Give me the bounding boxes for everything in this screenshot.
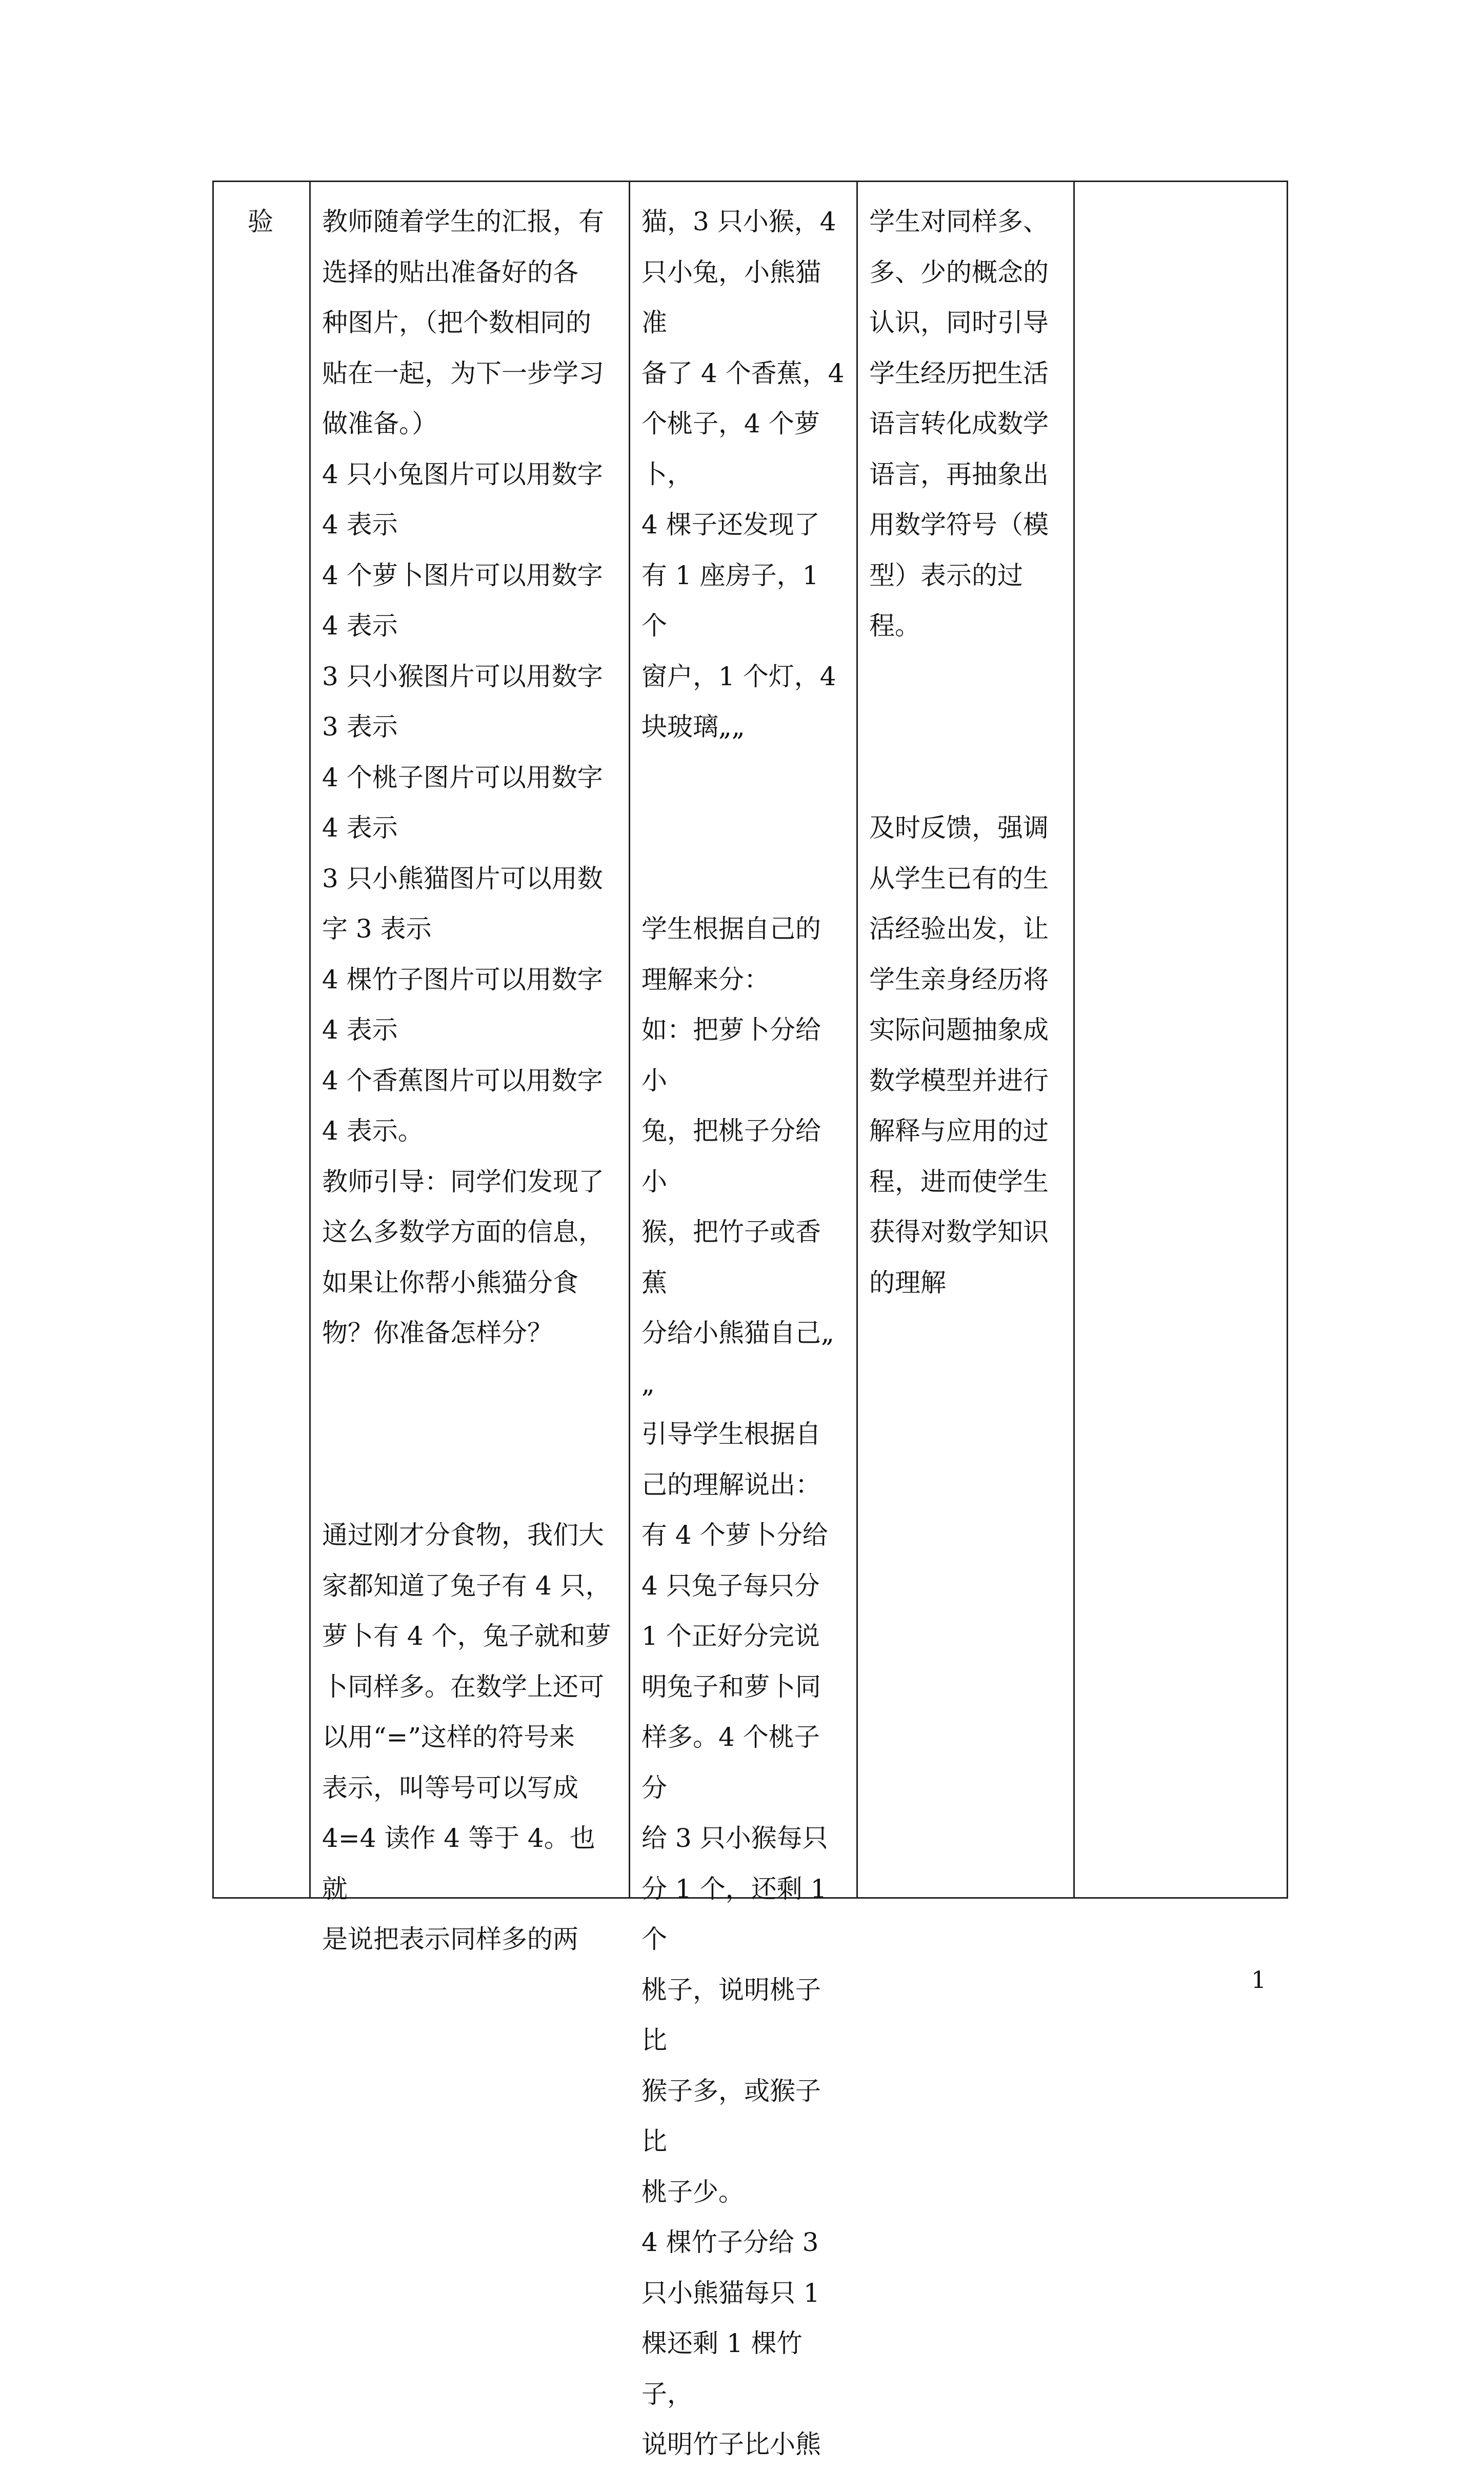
text-line: „ bbox=[641, 1368, 655, 1399]
text-line: 以用“=”这样的符号来 bbox=[322, 1722, 575, 1752]
text-line: 猴子多，或猴子比 bbox=[641, 2076, 821, 2156]
text-line: 物？你准备怎样分？ bbox=[322, 1318, 553, 1348]
text-line: 4=4 读作 4 等于 4。也就 bbox=[322, 1823, 595, 1904]
text-line: 4 表示。 bbox=[322, 1116, 424, 1146]
text-line: 解释与应用的过 bbox=[869, 1116, 1049, 1146]
stage-label-lines bbox=[248, 196, 298, 247]
spacer bbox=[322, 1359, 617, 1409]
spacer bbox=[641, 853, 845, 904]
text-line: 只小兔，小熊猫准 bbox=[641, 257, 821, 337]
page-number: 1 bbox=[1251, 1966, 1267, 1994]
text-line: 实际问题抽象成 bbox=[869, 1015, 1049, 1045]
spacer bbox=[869, 702, 1062, 752]
text-line: 这么多数学方面的信息， bbox=[322, 1217, 604, 1247]
text-line: 获得对数学知识 bbox=[869, 1217, 1049, 1247]
text-line: 学生对同样多、 bbox=[869, 207, 1049, 236]
text-line: 4 棵子还发现了 bbox=[641, 510, 820, 540]
text-line: 块玻璃„„ bbox=[641, 712, 745, 742]
design-intent-cell bbox=[858, 182, 1073, 1897]
spacer bbox=[869, 752, 1062, 803]
text-line: 学生经历把生活 bbox=[869, 358, 1049, 388]
text-line: 1 个正好分完说 bbox=[641, 1621, 820, 1651]
design-intent-block-2 bbox=[869, 803, 1062, 1308]
text-line: 贴在一起，为下一步学习 bbox=[322, 358, 604, 388]
text-line: 多、少的概念的 bbox=[869, 257, 1049, 287]
student-activity-block-1 bbox=[641, 196, 845, 752]
design-intent-block-1 bbox=[869, 196, 1062, 651]
text-line: 给 3 只小猴每只 bbox=[641, 1823, 828, 1853]
text-line: 有 4 个萝卜分给 bbox=[641, 1520, 828, 1550]
text-line: 表示，叫等号可以写成 bbox=[322, 1772, 578, 1803]
text-line: 备了 4 个香蕉，4 bbox=[641, 358, 845, 388]
text-line: 分给小熊猫自己„ bbox=[641, 1318, 834, 1348]
text-line: 4 表示 bbox=[322, 510, 398, 540]
text-line: 4 表示 bbox=[322, 611, 398, 641]
text-line: 用数学符号（模 bbox=[869, 510, 1049, 540]
text-line: 教师引导：同学们发现了 bbox=[322, 1166, 604, 1197]
text-line: 4 棵竹子图片可以用数字 bbox=[322, 964, 603, 994]
text-line: 做准备。） bbox=[322, 409, 437, 439]
text-line: 分 1 个，还剩 1 个 bbox=[641, 1874, 835, 1954]
student-activity-block-2 bbox=[641, 904, 845, 2470]
text-line: 有 1 座房子，1 个 bbox=[641, 560, 827, 641]
text-line: 卜同样多。在数学上还可 bbox=[322, 1671, 604, 1702]
spacer bbox=[322, 1409, 617, 1460]
text-line: 从学生已有的生 bbox=[869, 863, 1049, 893]
text-line: 兔，把桃子分给小 bbox=[641, 1116, 821, 1197]
text-line: 及时反馈，强调 bbox=[869, 813, 1049, 843]
text-line: 3 只小熊猫图片可以用数 bbox=[322, 863, 603, 893]
spacer bbox=[641, 752, 845, 803]
text-line: 通过刚才分食物，我们大 bbox=[322, 1520, 604, 1550]
text-line: 己的理解说出： bbox=[641, 1469, 821, 1500]
text-line: 语言转化成数学 bbox=[869, 409, 1049, 439]
text-line: 字 3 表示 bbox=[322, 914, 432, 944]
text-line: 学生根据自己的 bbox=[641, 914, 821, 944]
text-line: 猫，3 只小猴，4 bbox=[641, 207, 836, 236]
stage-cell bbox=[214, 182, 309, 1897]
text-line: 语言，再抽象出 bbox=[869, 459, 1049, 489]
text-line: 棵还剩 1 棵竹子， bbox=[641, 2328, 803, 2409]
text-line: 引导学生根据自 bbox=[641, 1419, 821, 1449]
text-line: 4 只兔子每只分 bbox=[641, 1570, 820, 1601]
text-line: 窗户，1 个灯，4 bbox=[641, 661, 836, 691]
text-line: 种图片，（把个数相同的 bbox=[322, 308, 591, 337]
text-line: 的理解 bbox=[869, 1267, 946, 1298]
spacer bbox=[322, 1460, 617, 1510]
spacer bbox=[869, 651, 1062, 702]
text-line: 验 bbox=[248, 207, 273, 236]
text-line: 4 棵竹子分给 3 bbox=[641, 2227, 819, 2257]
notes-cell bbox=[1075, 182, 1287, 1897]
text-line: 如：把萝卜分给小 bbox=[641, 1015, 821, 1095]
teacher-activity-block-2 bbox=[322, 1510, 617, 1965]
text-line: 个桃子，4 个萝卜， bbox=[641, 409, 820, 489]
text-line: 桃子，说明桃子比 bbox=[641, 1975, 821, 2055]
teacher-activity-block-1 bbox=[322, 196, 617, 1359]
text-line: 明兔子和萝卜同 bbox=[641, 1671, 821, 1702]
text-line: 教师随着学生的汇报，有 bbox=[322, 207, 604, 236]
spacer bbox=[641, 803, 845, 853]
text-line: 活经验出发，让 bbox=[869, 914, 1049, 944]
student-activity-cell bbox=[630, 182, 856, 2459]
text-line: 4 个桃子图片可以用数字 bbox=[322, 762, 603, 792]
text-line: 认识，同时引导 bbox=[869, 308, 1049, 337]
text-line: 数学模型并进行 bbox=[869, 1065, 1049, 1095]
text-line: 学生亲身经历将 bbox=[869, 964, 1049, 994]
teacher-activity-cell bbox=[311, 182, 629, 1954]
text-line: 4 表示 bbox=[322, 813, 398, 843]
text-line: 只小熊猫每只 1 bbox=[641, 2278, 820, 2308]
text-line: 理解来分： bbox=[641, 964, 770, 994]
text-line: 4 个萝卜图片可以用数字 bbox=[322, 560, 603, 590]
text-line: 如果让你帮小熊猫分食 bbox=[322, 1267, 578, 1298]
text-line: 4 个香蕉图片可以用数字 bbox=[322, 1065, 603, 1095]
text-line: 是说把表示同样多的两 bbox=[322, 1924, 578, 1954]
text-line: 萝卜有 4 个，兔子就和萝 bbox=[322, 1621, 611, 1651]
text-line: 4 只小兔图片可以用数字 bbox=[322, 459, 603, 489]
text-line: 型）表示的过程。 bbox=[869, 560, 1023, 641]
text-line: 4 表示 bbox=[322, 1015, 398, 1045]
text-line: 程，进而使学生 bbox=[869, 1166, 1049, 1197]
text-line: 说明竹子比小熊 bbox=[641, 2429, 821, 2459]
text-line: 猴，把竹子或香蕉 bbox=[641, 1217, 821, 1298]
lesson-plan-table bbox=[212, 181, 1288, 2459]
text-line: 桃子少。 bbox=[641, 2177, 744, 2207]
text-line: 选择的贴出准备好的各 bbox=[322, 257, 578, 287]
text-line: 样多。4 个桃子分 bbox=[641, 1722, 820, 1803]
text-line: 3 只小猴图片可以用数字 bbox=[322, 661, 603, 691]
text-line: 家都知道了兔子有 4 只， bbox=[322, 1570, 611, 1601]
text-line: 3 表示 bbox=[322, 712, 398, 742]
